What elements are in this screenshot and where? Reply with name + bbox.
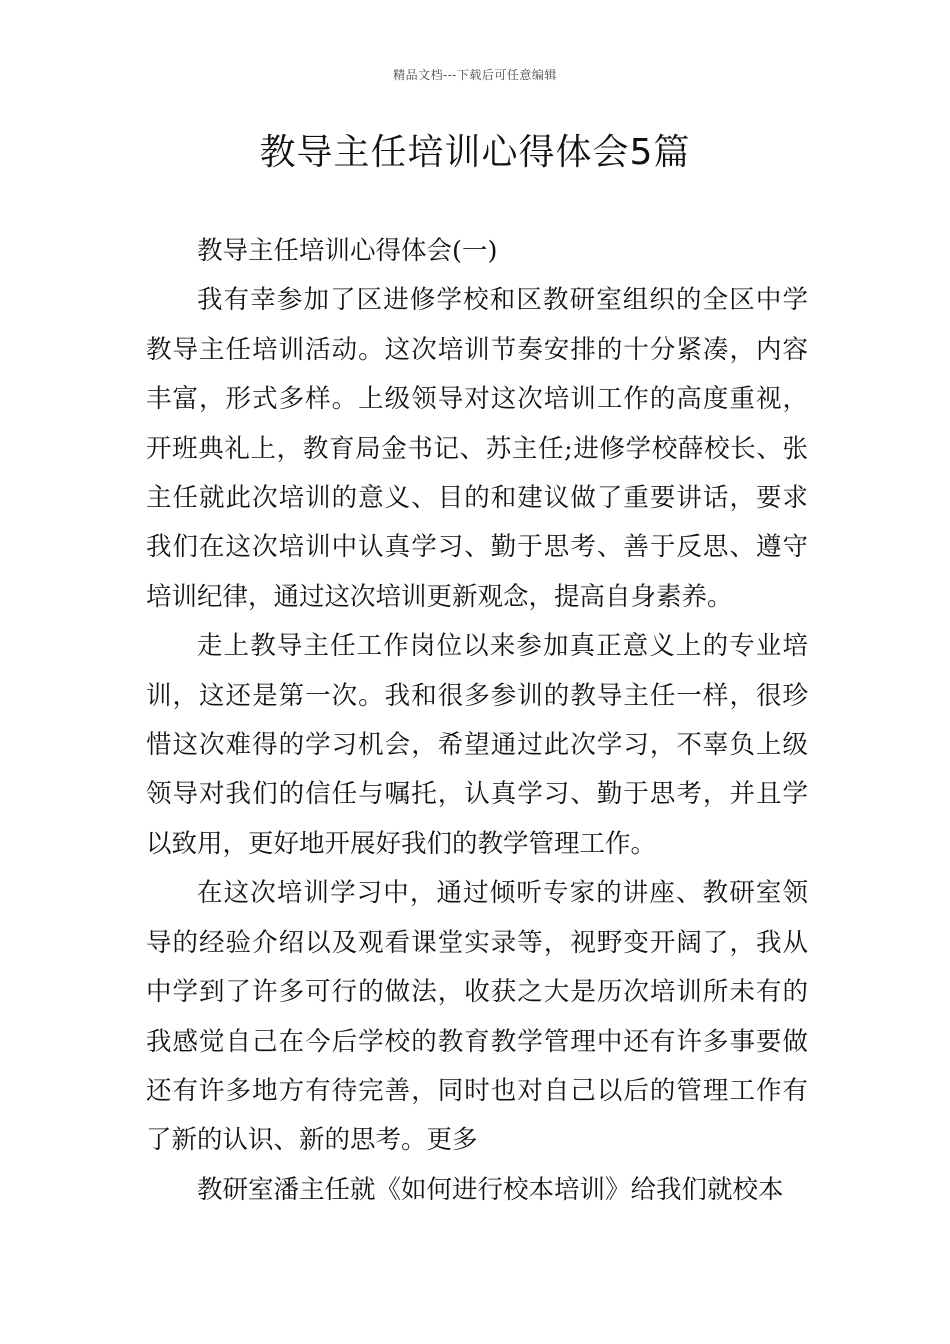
paragraph: 在这次培训学习中，通过倾听专家的讲座、教研室领导的经验介绍以及观看课堂实录等，视野变开阔了，我从中学到了许多可行的做法，收获之大是历次培训所未有的我感觉自己在今后学校的教育教学管理中还有许多事要做还有许多地方有待完善，同时也对自己以后的管理工作有了新的认识、新的思考。更多 bbox=[146, 878, 808, 1156]
paragraph: 教研室潘主任就《如何进行校本培训》给我们就校本 bbox=[197, 1174, 784, 1205]
header-note: 精品文档---下载后可任意编辑 bbox=[393, 68, 557, 82]
document-body bbox=[146, 227, 808, 1215]
page-title: 教导主任培训心得体会5篇 bbox=[259, 132, 691, 173]
paragraph: 走上教导主任工作岗位以来参加真正意义上的专业培训，这还是第一次。我和很多参训的教导主任一样，很珍惜这次难得的学习机会，希望通过此次学习，不辜负上级领导对我们的信任与嘱托，认真学习、勤于思考，并且学以致用，更好地开展好我们的教学管理工作。 bbox=[146, 631, 808, 859]
section-heading: 教导主任培训心得体会(一) bbox=[197, 236, 498, 266]
paragraph: 我有幸参加了区进修学校和区教研室组织的全区中学教导主任培训活动。这次培训节奏安排的十分紧凑，内容丰富，形式多样。上级领导对这次培训工作的高度重视，开班典礼上，教育局金书记、苏主任;进修学校薛校长、张主任就此次培训的意义、目的和建议做了重要讲话，要求我们在这次培训中认真学习、勤于思考、善于反思、遵守培训纪律，通过这次培训更新观念，提高自身素养。 bbox=[146, 285, 808, 612]
